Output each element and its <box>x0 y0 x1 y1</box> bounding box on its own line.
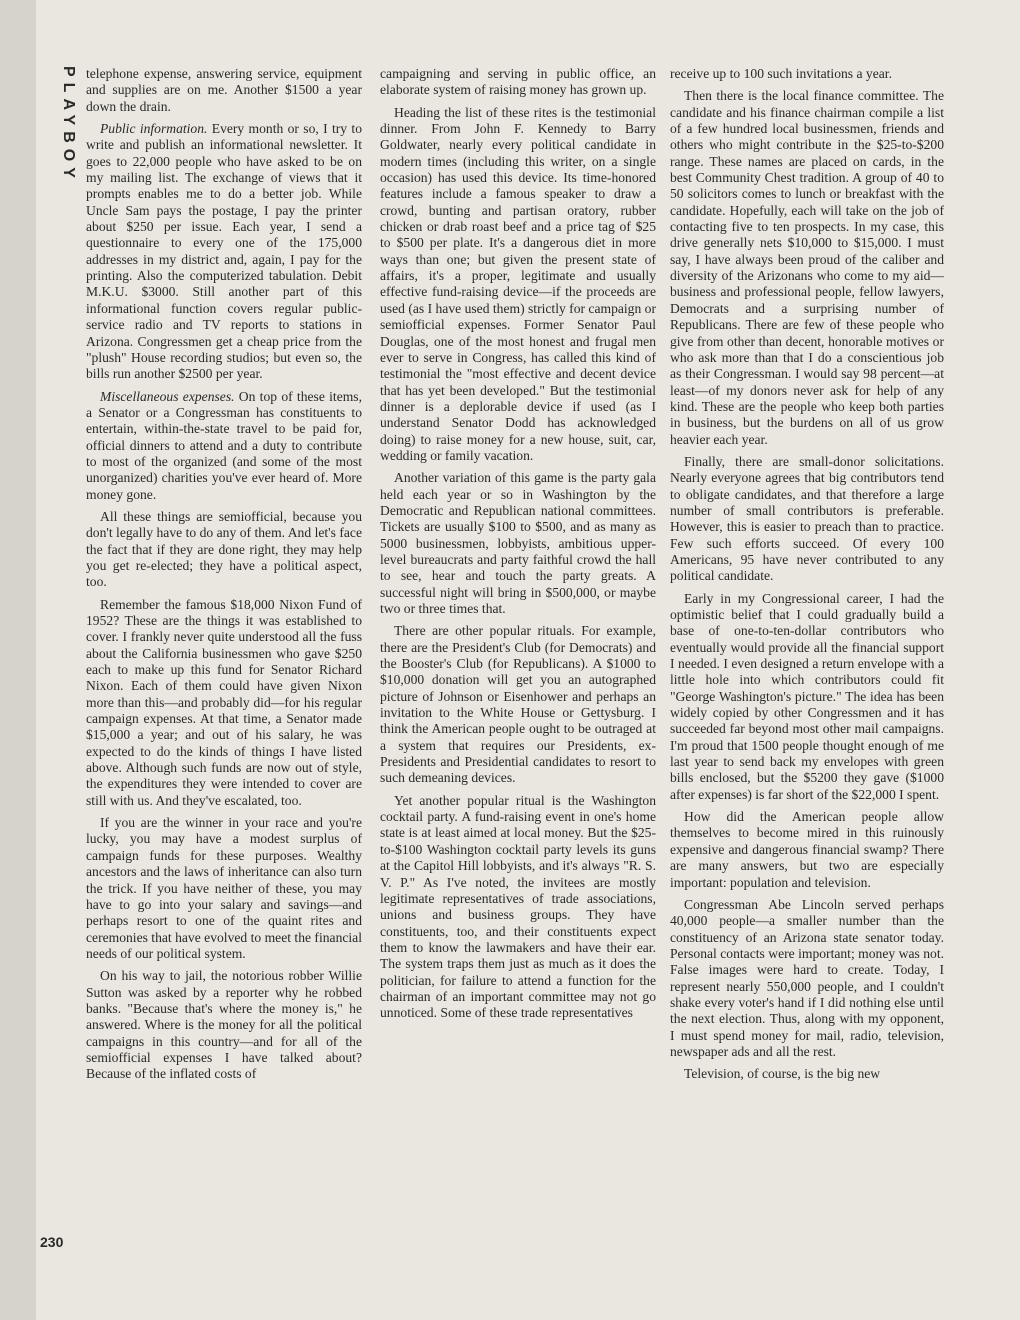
paragraph <box>86 509 362 591</box>
paragraph <box>86 597 362 809</box>
paragraph-text: If you are the winner in your race and you're lucky, you may have a modest surplus of campaign funds for these purposes. Wealthy ancestors and the laws of inheritance can also turn the trick. If you have neither of these, you may have to go into your salary and savings—and perhaps resort to one of the quaint rites and ceremonies that have evolved to meet the financial needs of our political system. <box>86 815 362 961</box>
paragraph-text: Remember the famous $18,000 Nixon Fund of 1952? These are the things it was established to cover. I frankly never quite understood all the fuss about the California businessmen who gave $250 each to make up this fund for Senator Richard Nixon. Each of them could have given Nixon more than this—and probably did—for his regular campaign expenses. At that time, a Senator made $15,000 a year; and out of his salary, he was expected to do the kinds of things I have listed above. Although such funds are now out of style, the expenditures they were intended to cover are still with us. And they've escalated, too. <box>86 596 362 808</box>
paragraph-text: receive up to 100 such invitations a year. <box>670 66 892 81</box>
paragraph <box>86 968 362 1082</box>
paragraph-text: Heading the list of these rites is the testimonial dinner. From John F. Kennedy to Barry Goldwater, nearly every political candidate in modern times (including this writer, on a single occasion) has used this device. Its time-honored features include a famous speaker to draw a crowd, bunting and partisan oratory, rubber chicken or drab roast beef and a price tag of $25 to $500 per plate. It's a dangerous diet in more ways than one; but given the present state of affairs, it's a proper, legitimate and usually effective fund-raising device—if the proceeds are used (as I have used them) strictly for campaign or semiofficial expenses. Former Senator Paul Douglas, one of the most honest and frugal men ever to serve in Congress, has called this kind of testimonial the "most effective and decent device that has yet been developed." But the testimonial dinner is a deplorable device if used (as I understand Senator Dodd has acknowledged doing) to raise money for a new house, suit, car, wedding or family vacation. <box>380 104 656 463</box>
paragraph <box>670 809 944 891</box>
paragraph-text: Yet another popular ritual is the Washington cocktail party. A fund-raising event in one's home state is at least aimed at local money. But the $25-to-$100 Washington cocktail party levels its guns at the Capitol Hill lobbyists, and it's always "R. S. V. P." As I've noted, the invitees are mostly legitimate representatives of trade associations, unions and business groups. They have constituents, too, and their constituents expect them to know the lawmakers and have their ear. The system traps them just as much as it does the politician, for failure to attend a function for the chairman of an important committee may not go unnoticed. Some of these trade representatives <box>380 792 656 1021</box>
paragraph-text: Finally, there are small-donor solicitations. Nearly everyone agrees that big contributors tend to obligate candidates, and that therefore a large number of small contributors is preferable. However, this is easier to preach than to practice. Few such efforts succeed. Of every 100 Americans, 95 have never contributed to any political candidate. <box>670 453 944 584</box>
paragraph-text: Early in my Congressional career, I had the optimistic belief that I could gradually build a base of one-to-ten-dollar contributors who eventually would provide all the financial support I needed. I even designed a return envelope with a little hole into which contributors could fit "George Washington's picture." The idea has been widely copied by other Congressmen and it has succeeded far beyond most other mail campaigns. I'm proud that 1500 people thought enough of me last year to send back my envelopes with green bills enclosed, but the $5200 they gave ($1000 after expenses) is far short of the $22,000 I spent. <box>670 590 944 802</box>
paragraph <box>86 121 362 383</box>
paragraph <box>670 66 944 82</box>
paragraph-text: Another variation of this game is the party gala held each year or so in Washington by the Democratic and Republican national committees. Tickets are usually $100 to $500, and as many as 5000 businessmen, lobbyists, ambitious upper-level bureaucrats and party faithful crowd the hall to see, hear and touch the party greats. A successful night will bring in $500,000, or maybe two or three times that. <box>380 470 656 616</box>
paragraph-text: On his way to jail, the notorious robber Willie Sutton was asked by a reporter why he robbed banks. "Because that's where the money is," he answered. Where is the money for all the political campaigns in this country—and for all of the semiofficial expenses I have talked about? Because of the inflated costs of <box>86 968 362 1082</box>
page-number: 230 <box>40 1234 64 1250</box>
paragraph <box>670 454 944 585</box>
paragraph <box>380 623 656 786</box>
paragraph <box>86 66 362 115</box>
masthead <box>42 60 77 240</box>
paragraph-text: How did the American people allow themselves to become mired in this ruinously expensive and dangerous financial swamp? There are many answers, but two are especially important: population and television. <box>670 809 944 890</box>
paragraph <box>670 88 944 448</box>
paragraph <box>380 66 656 99</box>
article-column-3 <box>670 66 944 1256</box>
section-heading: Public information. <box>100 121 208 137</box>
paragraph-text: Then there is the local finance committee. The candidate and his finance chairman compile a list of a few hundred local businessmen, friends and others who might contribute in the $25-to-$200 range. These names are placed on cards, in the best Community Chest tradition. A group of 40 to 50 solicitors comes to lunch or breakfast with the candidate. Hopefully, each will take on the job of contacting five to ten prospects. In my case, this drive generally nets $10,000 to $15,000. I must say, I have always been proud of the caliber and diversity of the Arizonans who come to my aid—business and professional people, fellow lawyers, Democrats and a surprising number of Republicans. There are few of these people who give from other than decent, honorable motives or who ask more than that I do a conscientious job as their Congressman. I would say 98 percent—at least—of my donors never ask for help of any kind. These are the people who keep both parties in business, but the burdens on all of us grow heavier each year. <box>670 88 944 447</box>
paragraph-text: Television, of course, is the big new <box>684 1066 881 1082</box>
paragraph <box>86 815 362 962</box>
paragraph <box>380 105 656 465</box>
paragraph <box>670 897 944 1060</box>
paragraph-text: On top of these items, a Senator or a Congressman has constituents to entertain, within-the-state travel to be paid for, official dinners to attend and a duty to contribute to most of the organized (and some of the most unorganized) charities you've ever heard of. More money gone. <box>86 388 362 502</box>
paragraph-text: campaigning and serving in public office, an elaborate system of raising money has grown up. <box>380 66 656 98</box>
article-column-1 <box>86 66 362 1256</box>
page-gutter <box>0 0 36 1320</box>
paragraph <box>670 591 944 803</box>
article-column-2 <box>380 66 656 1256</box>
paragraph-text: There are other popular rituals. For example, there are the President's Club (for Democrats) and the Booster's Club (for Republicans). A $1000 to $10,000 donation will get you an autographed picture of Johnson or Eisenhower and perhaps an invitation to the White House or Gettysburg. I think the American people ought to be outraged at a system that requires our Presidents, ex-Presidents and Presidential candidates to resort to such demeaning devices. <box>380 623 656 786</box>
paragraph-text: Every month or so, I try to write and publish an informational newsletter. It goes to 22,000 people who have asked to be on my mailing list. The exchange of views that it prompts enables me to do a better job. While Uncle Sam pays the postage, I pay the printer about $250 per issue. Each year, I send a questionnaire to every one of the 175,000 addresses in my district and, again, I pay for the printing. Also the computerized tabulation. Debit M.K.U. $3000. Still another part of this informational function covers regular public-service radio and TV reports to stations in Arizona. Congressmen get a cheap price from the "plush" House recording studios; but even so, the bills run another $2500 per year. <box>86 121 362 382</box>
paragraph-text: telephone expense, answering service, equipment and supplies are on me. Another $1500 a year down the drain. <box>86 66 362 114</box>
paragraph <box>380 793 656 1022</box>
paragraph-text: Congressman Abe Lincoln served perhaps 40,000 people—a smaller number than the constituency of an Arizona state senator today. Personal contacts were important; money was not. False images were hard to create. Today, I represent nearly 550,000 people, and I couldn't shake every voter's hand if I did nothing else until the next election. Thus, along with my opponent, I must spend money for mail, radio, television, newspaper ads and all the rest. <box>670 896 944 1059</box>
paragraph <box>670 1066 944 1082</box>
paragraph <box>380 470 656 617</box>
section-heading: Miscellaneous expenses. <box>100 388 235 404</box>
paragraph <box>86 389 362 503</box>
masthead-text: PLAYBOY <box>60 66 77 184</box>
paragraph-text: All these things are semiofficial, because you don't legally have to do any of them. And let's face the fact that if they are done right, they may help you get re-elected; they have a political aspect, too. <box>86 508 362 590</box>
